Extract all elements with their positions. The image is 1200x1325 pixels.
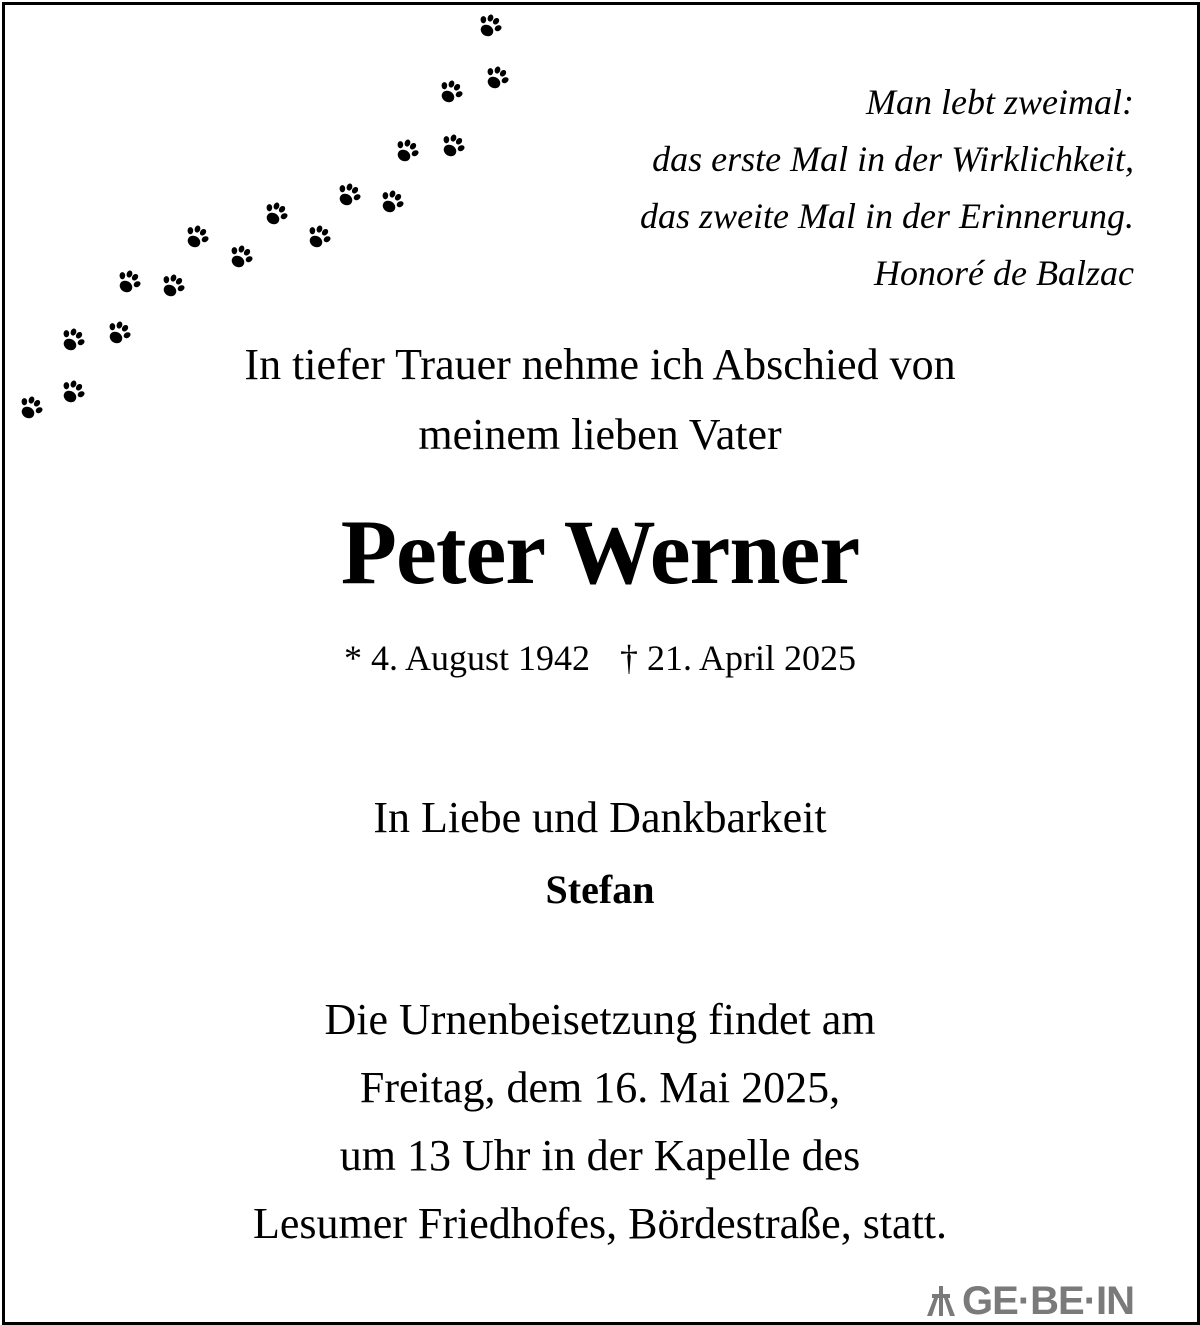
quote-line: das erste Mal in der Wirklichkeit, [652,139,1134,179]
paw-print-icon [112,266,145,298]
funeral-line: Freitag, dem 16. Mai 2025, [359,1063,841,1112]
life-dates [0,634,1200,682]
paw-print-icon [224,241,257,273]
signer-name: Stefan [545,867,655,912]
paw-print-icon [156,270,189,302]
paw-print-icon [375,186,408,218]
paw-print-icon [259,198,292,230]
funeral-details [0,986,1200,1258]
paw-print-icon [434,76,467,108]
balzac-quote [640,74,1134,302]
paw-print-icon [473,10,506,42]
intro-text [0,330,1200,470]
paw-print-icon [332,179,365,211]
intro-line: meinem lieben Vater [418,410,782,459]
quote-line: das zweite Mal in der Erinnerung. [640,196,1134,236]
quote-author: Honoré de Balzac [874,253,1134,293]
brand-text: GE·BE·IN [962,1279,1134,1323]
paw-print-icon [180,221,213,253]
death-date: † 21. April 2025 [620,638,857,678]
quote-line: Man lebt zweimal: [866,82,1134,122]
intro-line: In tiefer Trauer nehme ich Abschied von [244,340,956,389]
paw-print-icon [480,62,513,94]
closing-text: In Liebe und Dankbarkeit [373,793,827,842]
publisher-brand [924,1281,1134,1321]
paw-print-icon [390,135,423,167]
birth-date: * 4. August 1942 [343,638,590,678]
deceased-name: Peter Werner [340,501,860,603]
paw-print-icon [436,130,469,162]
brand-logo-icon [924,1284,958,1318]
funeral-line: Lesumer Friedhofes, Bördestraße, statt. [252,1199,948,1248]
funeral-line: Die Urnenbeisetzung findet am [324,995,876,1044]
funeral-line: um 13 Uhr in der Kapelle des [339,1131,861,1180]
paw-print-icon [302,221,335,253]
